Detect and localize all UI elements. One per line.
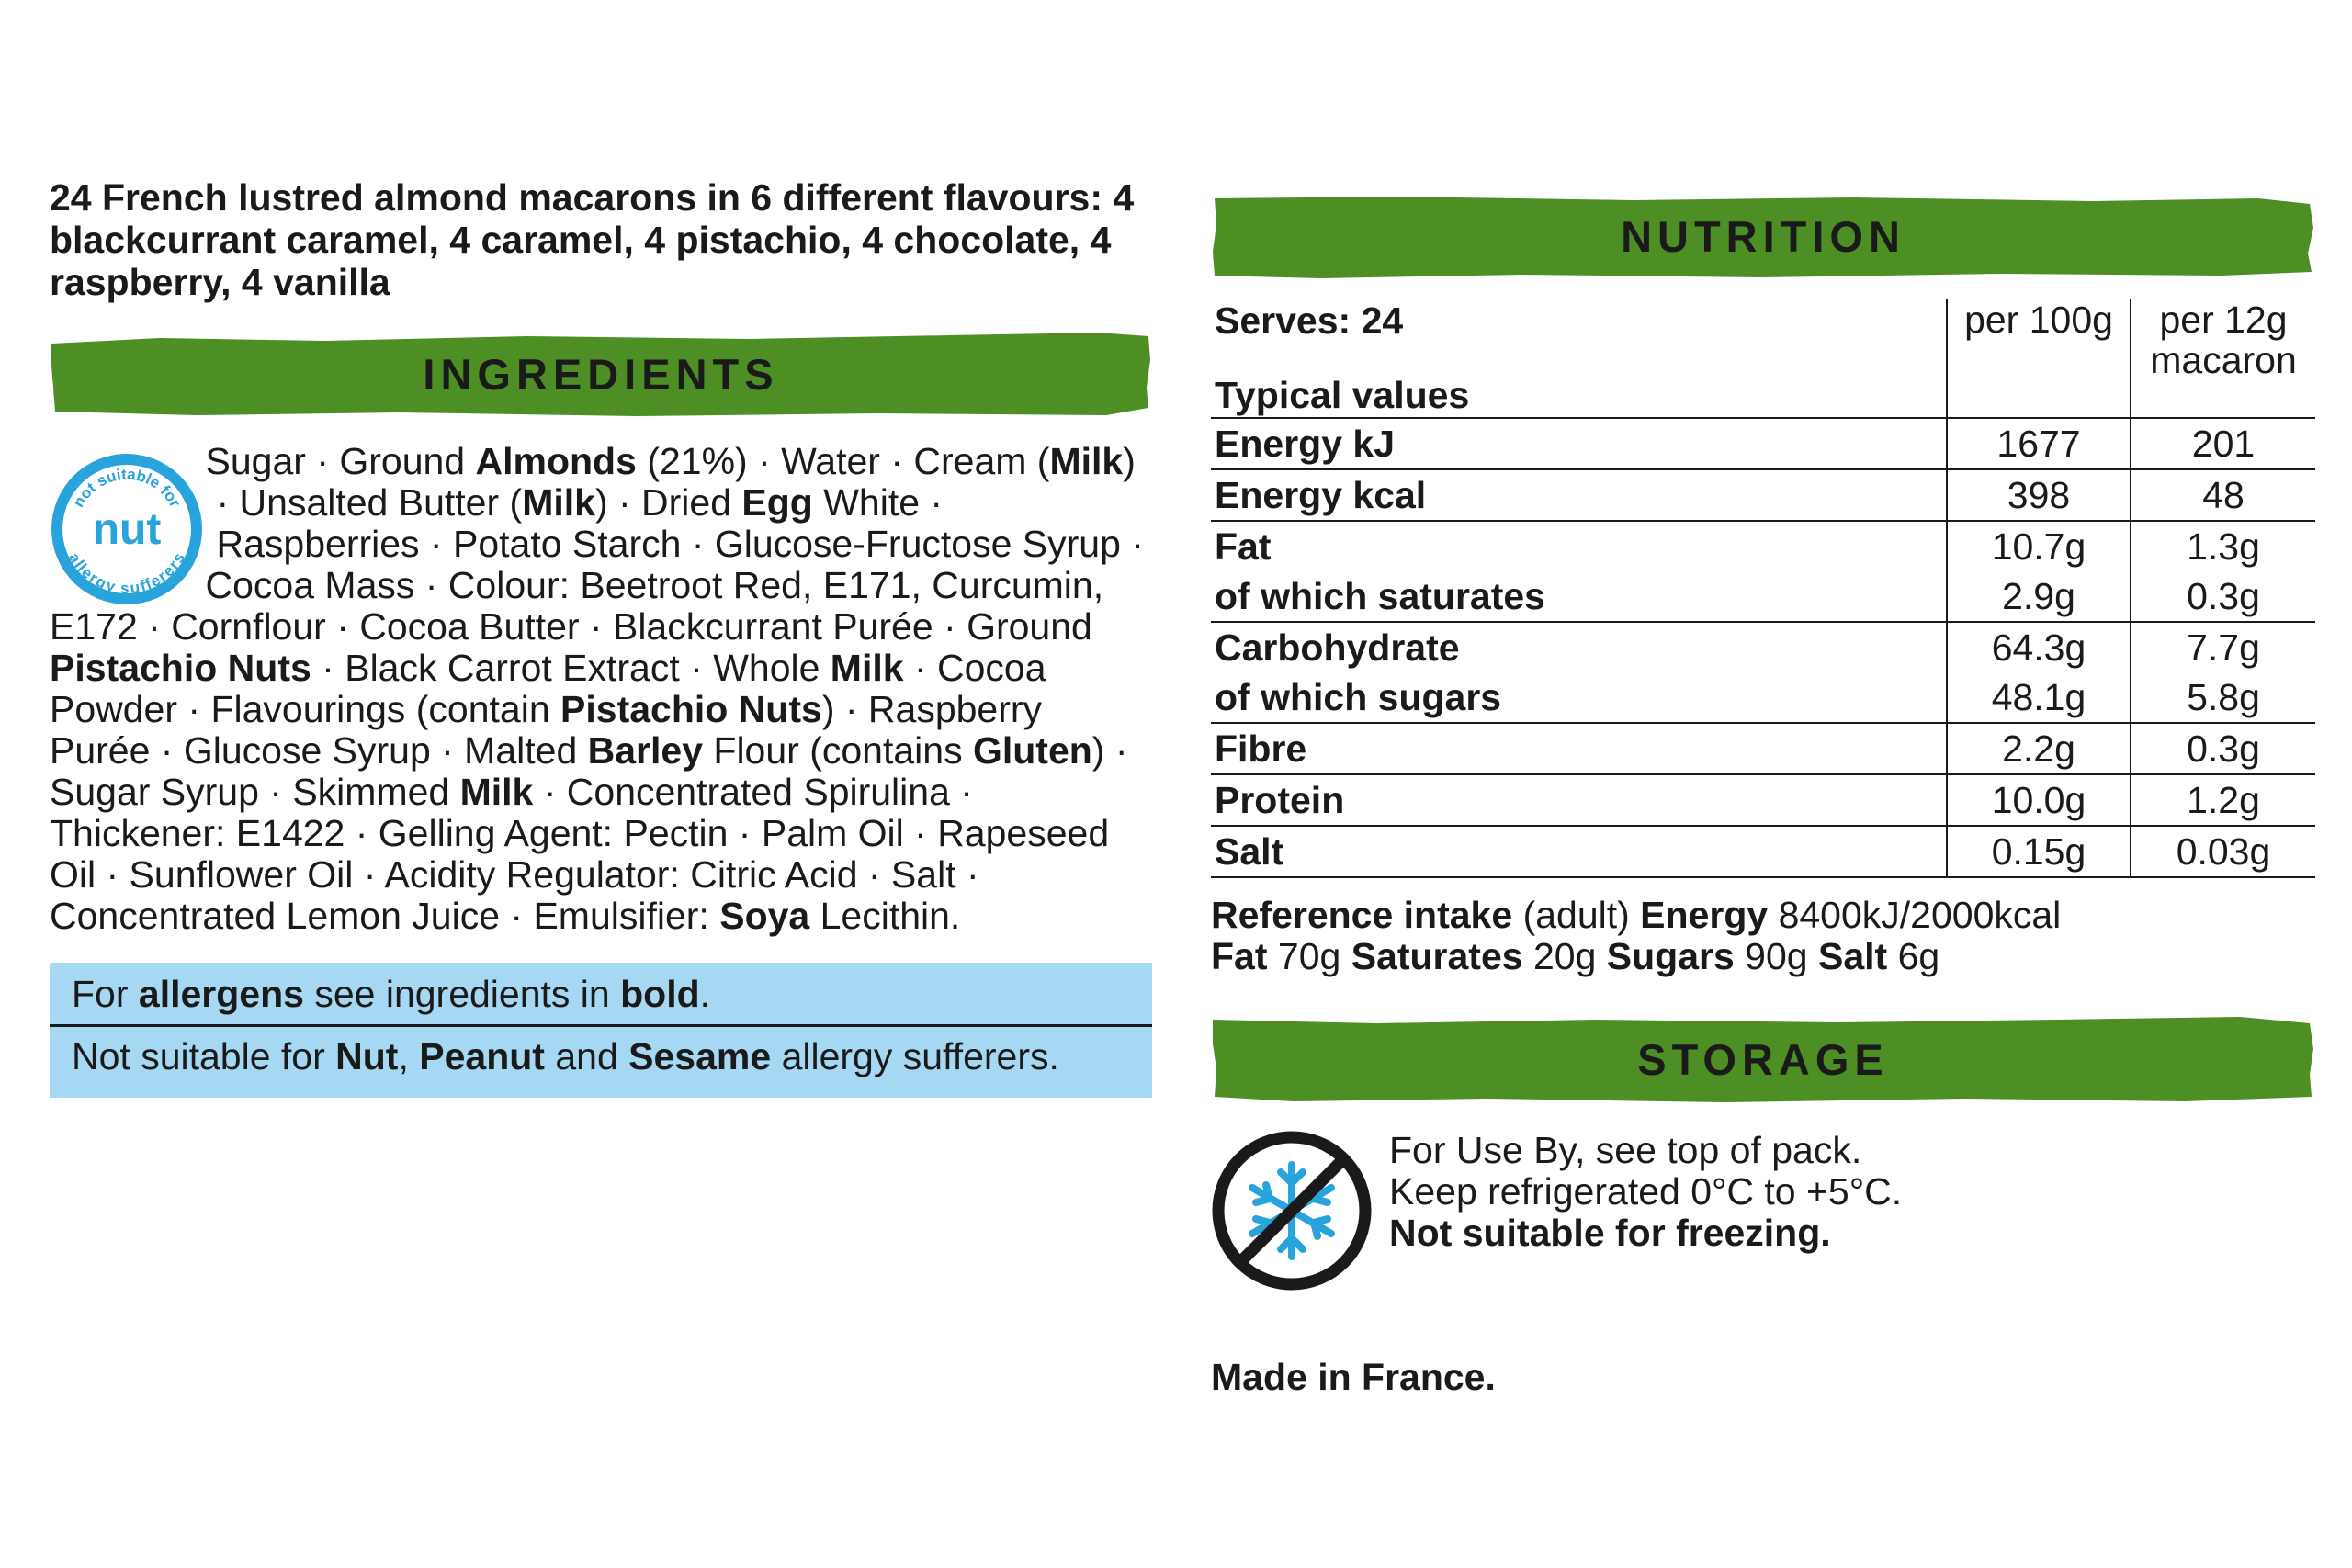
text-run: 6g [1887, 935, 1940, 977]
text-run: White · Raspberries · Potato Starch · Glucose-Fructose Syrup · Cocoa Mass · Colour: Beetroot Red, E171, Curcumin, E172 · Cornflour · Cocoa Butter · Blackcurrant Purée · Ground [50, 481, 1144, 648]
bold-term: Sugars [1606, 935, 1735, 977]
text-run: ) · Dried [594, 481, 742, 524]
freezing-warning: Not suitable for freezing. [1389, 1212, 1831, 1254]
text-run: Lecithin. [809, 895, 961, 937]
nutrition-row [1211, 469, 2315, 521]
nutrition-banner [1211, 186, 2315, 287]
bold-term: Nut [335, 1035, 399, 1077]
nutrition-header-row [1211, 299, 2315, 418]
per-portion-value: 0.03g [2131, 826, 2315, 877]
bold-term: Energy [1640, 894, 1769, 936]
nutrient-name: Carbohydrate [1211, 622, 1947, 672]
text-run: (21%) · Water · Cream ( [636, 440, 1050, 482]
bold-term: Pistachio Nuts [50, 647, 311, 689]
no-freeze-icon [1211, 1130, 1373, 1292]
bold-term: bold [620, 973, 700, 1015]
per-portion-value: 48 [2131, 469, 2315, 521]
nut-warning-icon [50, 452, 204, 606]
per-100g-value: 1677 [1947, 418, 2131, 469]
text-run: · Black Carrot Extract · Whole [311, 647, 831, 689]
per-100g-value: 10.0g [1947, 774, 2131, 826]
storage-info [1211, 1130, 2315, 1292]
per-portion-value: 1.3g [2131, 521, 2315, 571]
text-run: · Cocoa Powder · Flavourings (contain [50, 647, 1046, 730]
ingredients-banner [50, 323, 1152, 424]
bold-term: Fat [1211, 935, 1268, 977]
text-run: 90g [1734, 935, 1818, 977]
nutrition-row [1211, 418, 2315, 469]
text-run: allergy sufferers. [771, 1035, 1059, 1077]
per-100g-value: 2.2g [1947, 723, 2131, 774]
nutrition-row [1211, 723, 2315, 774]
bold-term: Almonds [475, 440, 637, 482]
bold-term: Reference intake [1211, 894, 1513, 936]
nutrition-row [1211, 622, 2315, 672]
bold-term: Saturates [1351, 935, 1523, 977]
refrigeration-note: Keep refrigerated 0°C to +5°C. [1389, 1170, 1903, 1213]
nutrition-row [1211, 826, 2315, 877]
bold-term: allergens [138, 973, 304, 1015]
ingredients-block [50, 441, 1152, 937]
nutrient-name: Fat [1211, 521, 1947, 571]
text-run: 20g [1522, 935, 1607, 977]
per-100g-header: per 100g [1947, 299, 2131, 418]
right-column [1211, 176, 2315, 1399]
nutrient-name: of which sugars [1215, 675, 1502, 718]
bold-term: Milk [522, 481, 595, 524]
storage-section [1211, 1009, 2315, 1292]
per-100g-value: 2.9g [1947, 571, 2131, 622]
use-by-note: For Use By, see top of pack. [1389, 1129, 1862, 1171]
per-100g-value: 398 [1947, 469, 2131, 521]
bold-term: Milk [459, 771, 534, 813]
ingredients-list [50, 440, 1144, 937]
per-portion-value: 5.8g [2131, 672, 2315, 723]
typical-values-label: Typical values [1215, 374, 1470, 416]
per-100g-value: 0.15g [1947, 826, 2131, 877]
text-run: , [398, 1035, 420, 1077]
allergen-box [50, 963, 1152, 1098]
per-100g-value: 64.3g [1947, 622, 2131, 672]
badge-bottom-text: allergy sufferers [65, 549, 188, 598]
text-run: · Concentrated Spirulina · Thickener: E1422 · Gelling Agent: Pectin · Palm Oil · Rapeseed Oil · Sunflower Oil · Acidity Regulator: Citric Acid · Salt · Concentrated Lemon Juice · Emulsifier: [50, 771, 1110, 937]
bold-term: Barley [587, 729, 704, 772]
per-portion-value: 201 [2131, 418, 2315, 469]
nutrient-name: Energy kJ [1211, 418, 1947, 469]
nutrient-name: of which saturates [1215, 574, 1545, 617]
text-run: and [544, 1035, 629, 1077]
bold-term: Gluten [972, 729, 1092, 772]
nutrition-row [1211, 571, 2315, 622]
bold-term: Peanut [419, 1035, 545, 1077]
text-run: ) · Unsalted Butter ( [216, 440, 1136, 524]
nutrition-heading: NUTRITION [1621, 211, 1905, 261]
storage-banner [1211, 1009, 2315, 1110]
reference-intake [1211, 895, 2315, 977]
badge-center-text: nut [92, 505, 162, 554]
storage-text [1389, 1130, 1902, 1254]
badge-top-text: not suitable for [69, 465, 185, 511]
per-100g-value: 10.7g [1947, 521, 2131, 571]
country-of-origin: Made in France. [1211, 1356, 1496, 1398]
text-run: ) · Raspberry Purée · Glucose Syrup · Malted [50, 688, 1043, 772]
nutrition-row [1211, 521, 2315, 571]
text-run: ) · Sugar Syrup · Skimmed [50, 729, 1128, 813]
text-run: . [699, 973, 711, 1015]
nutrient-name: Protein [1211, 774, 1947, 826]
text-run: Sugar · Ground [205, 440, 476, 482]
per-portion-value: 1.2g [2131, 774, 2315, 826]
bold-term: Milk [830, 647, 904, 689]
ingredients-heading: INGREDIENTS [423, 349, 779, 399]
bold-term: Pistachio Nuts [560, 688, 822, 730]
text-run: Not suitable for [72, 1035, 336, 1077]
bold-term: Milk [1049, 440, 1124, 482]
left-column [50, 176, 1152, 1098]
text-run: Flour (contains [703, 729, 973, 772]
per-portion-value: 0.3g [2131, 571, 2315, 622]
nutrition-table [1211, 299, 2315, 878]
nutrition-row [1211, 672, 2315, 723]
bold-term: Egg [741, 481, 813, 524]
nutrition-row [1211, 774, 2315, 826]
storage-heading: STORAGE [1637, 1034, 1889, 1084]
per-portion-value: 0.3g [2131, 723, 2315, 774]
text-run: see ingredients in [303, 973, 621, 1015]
text-run: For [72, 973, 139, 1015]
nutrient-name: Energy kcal [1211, 469, 1947, 521]
bold-term: Sesame [628, 1035, 772, 1077]
serves-line: Serves: 24 [1215, 299, 1404, 342]
nutrient-name: Fibre [1211, 723, 1947, 774]
text-run: 70g [1267, 935, 1351, 977]
text-run: (adult) [1512, 894, 1641, 936]
nutrient-name: Salt [1211, 826, 1947, 877]
text-run: 8400kJ/2000kcal [1768, 894, 2062, 936]
per-100g-value: 48.1g [1947, 672, 2131, 723]
allergy-suitability [50, 1024, 1152, 1098]
bold-term: Soya [719, 895, 810, 937]
product-title: 24 French lustred almond macarons in 6 different flavours: 4 blackcurrant caramel, 4 caramel, 4 pistachio, 4 chocolate, 4 raspberry, 4 vanilla [50, 176, 1135, 303]
per-portion-value: 7.7g [2131, 622, 2315, 672]
per-portion-header: per 12g macaron [2131, 299, 2315, 418]
allergen-advice [50, 963, 1152, 1024]
bold-term: Salt [1817, 935, 1888, 977]
